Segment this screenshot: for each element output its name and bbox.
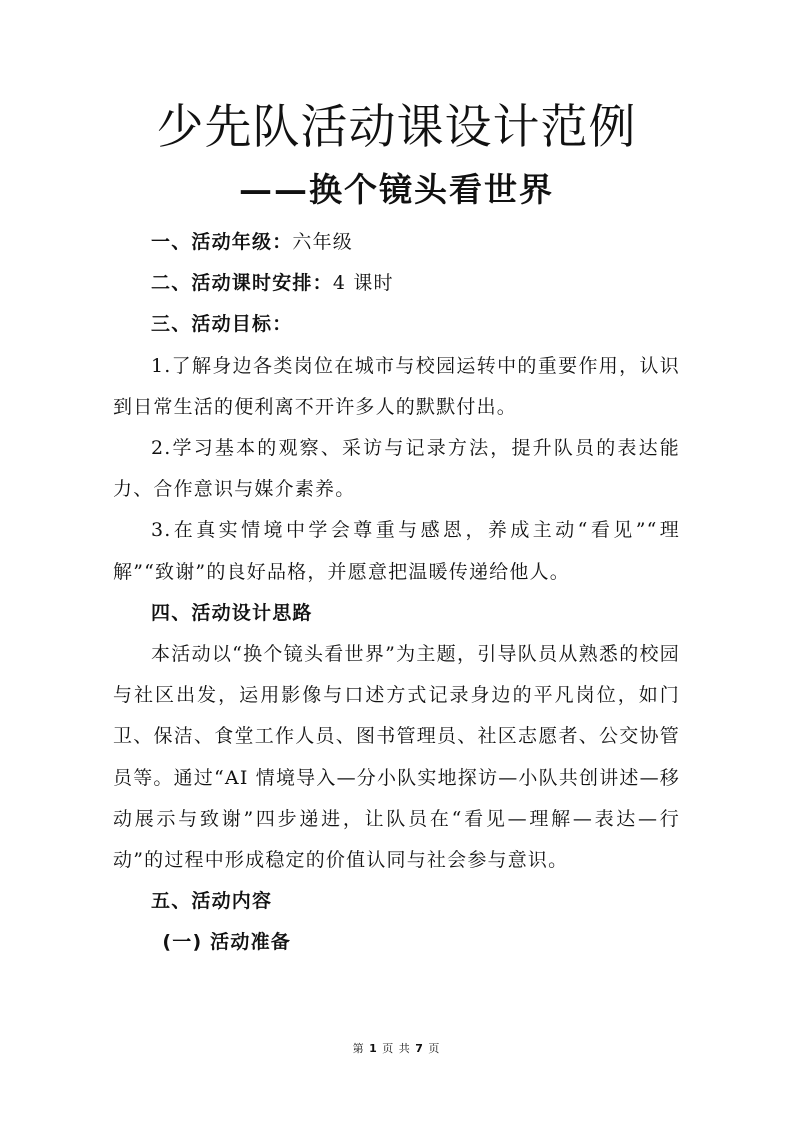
- section-grade: [113, 222, 680, 263]
- document-title: 少先队活动课设计范例: [156, 100, 637, 155]
- footer-page-number: 1: [369, 1042, 378, 1055]
- goal-paragraph: 2.学习基本的观察、采访与记录方法，提升队员的表达能力、合作意识与媒介素养。: [113, 437, 680, 501]
- section-prep-heading: (一) 活动准备: [162, 931, 291, 954]
- goal-paragraph: 1.了解身边各类岗位在城市与校园运转中的重要作用，认识到日常生活的便利离不开许多人的默默付出。: [113, 354, 680, 418]
- section-content-heading: 五、活动内容: [151, 890, 273, 913]
- section-hours-value: 4 课时: [332, 272, 394, 295]
- section-goals-heading: 三、活动目标：: [151, 313, 293, 336]
- document-subtitle: ——换个镜头看世界: [239, 170, 554, 209]
- section-hours: [113, 263, 680, 304]
- section-design-heading: 四、活动设计思路: [151, 601, 313, 624]
- footer-prefix: 第: [352, 1042, 365, 1055]
- footer-total-pages: 7: [415, 1042, 424, 1055]
- document-body: [113, 222, 680, 964]
- footer-middle: 页 共: [382, 1042, 411, 1055]
- goal-paragraph: 3.在真实情境中学会尊重与感恩，养成主动“看见”“理解”“致谢”的良好品格，并愿意把温暖传递给他人。: [113, 519, 680, 583]
- design-paragraph: 本活动以“换个镜头看世界”为主题，引导队员从熟悉的校园与社区出发，运用影像与口述方式记录身边的平凡岗位，如门卫、保洁、食堂工作人员、图书管理员、社区志愿者、公交协管员等。通过“AI 情境导入—分小队实地探访—小队共创讲述—移动展示与致谢”四步递进，让队员在“看见—理解—表达—行动”的过程中形成稳定的价值认同与社会参与意识。: [113, 643, 680, 872]
- section-hours-label: 二、活动课时安排：: [151, 272, 333, 295]
- footer-suffix: 页: [428, 1042, 441, 1055]
- section-grade-value: 六年级: [292, 231, 354, 253]
- section-grade-label: 一、活动年级：: [151, 231, 293, 253]
- page-footer: [0, 1041, 793, 1057]
